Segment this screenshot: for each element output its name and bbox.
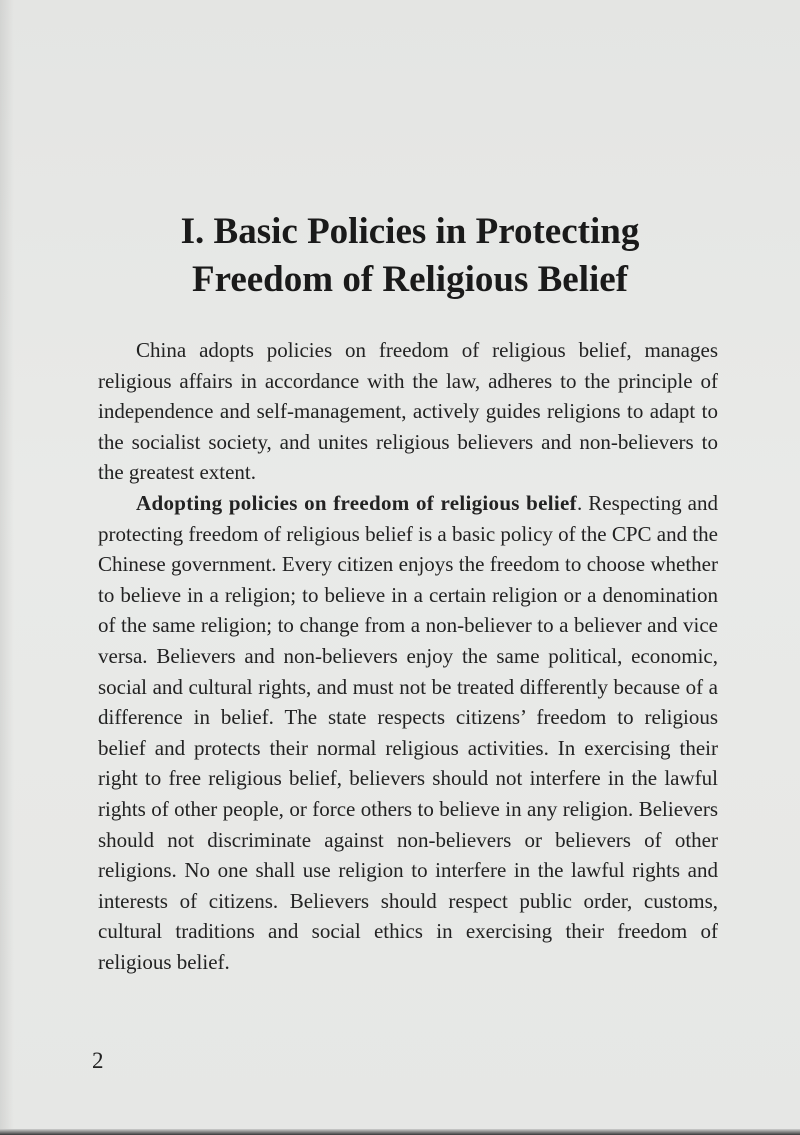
page-gutter-shadow xyxy=(0,0,14,1135)
paragraph-body: . Respecting and protecting freedom of religious belief is a basic policy of the CPC and the Chinese government. Every citizen enjoys the freedom to choose whether to believe in a religion; to believe in a certain religion or a denomination of the same religion; to change from a non-believer to a believer and vice versa. Believers and non-believers enjoy the same political, economic, social and cultural rights, and must not be treated differently because of a difference in belief. The state respects citizens’ freedom to religious belief and protects their normal religious activities. In exercising their right to free religious belief, believers should not interfere in the lawful rights of other people, or force others to believe in any religion. Believers should not discriminate against non-believers or believers of other religions. No one shall use religion to interfere in the lawful rights and interests of citizens. Believers should respect public order, customs, cultural traditions and social ethics in exercising their freedom of religious belief. xyxy=(98,490,718,974)
body-text xyxy=(98,335,718,977)
policy-paragraph xyxy=(98,488,718,978)
paragraph-lead-heading: Adopting policies on freedom of religious belief xyxy=(136,490,577,515)
heading-line-1: I. Basic Policies in Protecting xyxy=(180,211,640,252)
page-bottom-edge xyxy=(0,1129,800,1135)
page-number: 2 xyxy=(92,1048,104,1073)
heading-line-2: Freedom of Religious Belief xyxy=(191,259,629,300)
intro-paragraph: China adopts policies on freedom of religious belief, manages religious affairs in accordance with the law, adheres to the principle of independence and self-management, actively guides religions to adapt to the socialist society, and unites religious believers and non-believers to the greatest extent. xyxy=(98,338,718,485)
section-heading xyxy=(100,208,720,304)
